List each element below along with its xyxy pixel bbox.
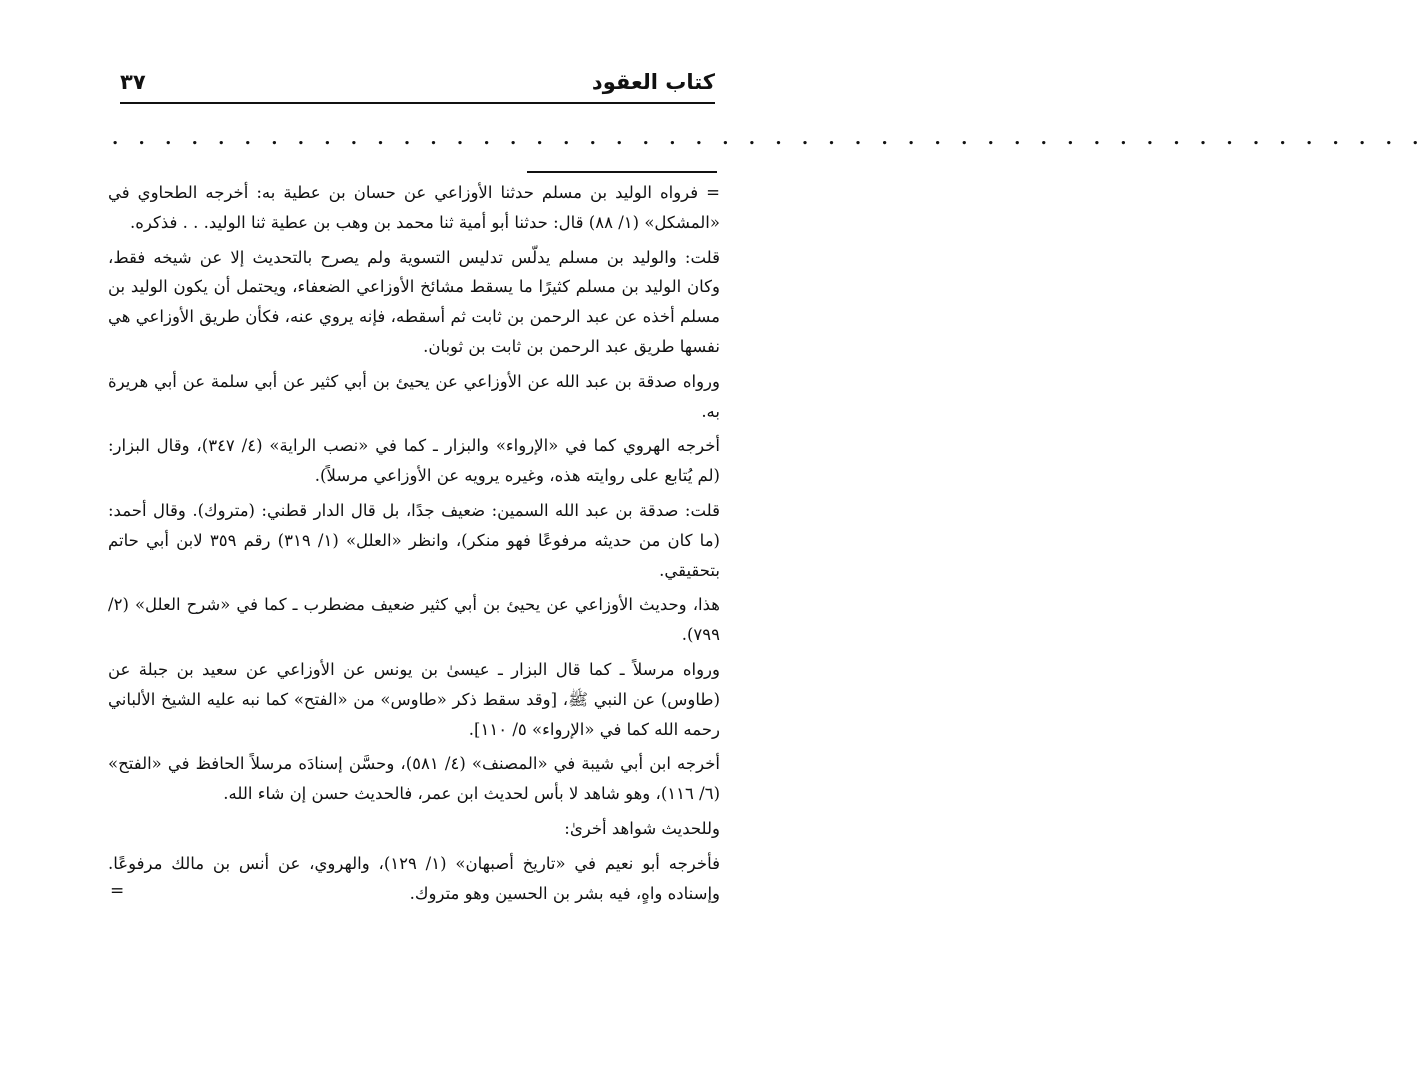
page-header — [120, 68, 715, 104]
paragraph-1: = فرواه الوليد بن مسلم حدثنا الأوزاعي عن حسان بن عطية به: أخرجه الطحاوي في «المشكل» (١/ ٨٨) قال: حدثنا أبو أمية ثنا محمد بن وهب بن عطية ثنا الوليد. . . فذكره. — [108, 183, 720, 232]
book-title: كتاب العقود — [591, 70, 715, 94]
paragraph-7: ورواه مرسلاً ـ كما قال البزار ـ عيسىٰ بن يونس عن الأوزاعي عن سعيد بن جبلة عن (طاوس) عن النبي ﷺ، [وقد سقط ذكر «طاوس» من «الفتح» كما نبه عليه الشيخ الألباني رحمه الله كما في «الإرواء» ٥/ ١١٠]. — [108, 659, 720, 739]
paragraph-3: ورواه صدقة بن عبد الله عن الأوزاعي عن يحيئ بن أبي كثير عن أبي سلمة عن أبي هريرة به. — [108, 371, 720, 421]
footnote-separator-line — [527, 171, 717, 173]
continuation-mark: = — [110, 880, 125, 901]
last-paragraph-wrap — [108, 849, 720, 909]
footnote-body — [108, 178, 720, 913]
separator-dots: . . . . . . . . . . . . . . . . . . . . . . . . . . . . . . . . . . . . . . . . . . . . . . . . . . — [112, 128, 1425, 149]
paragraph-4: أخرجه الهروي كما في «الإرواء» والبزار ـ كما في «نصب الراية» (٤/ ٣٤٧)، وقال البزار: (لم يُتابع على روايته هذه، وغيره يرويه عن الأوزاعي مرسلاً). — [108, 436, 720, 486]
page-number: ٣٧ — [120, 70, 146, 94]
paragraph-8: أخرجه ابن أبي شيبة في «المصنف» (٤/ ٥٨١)، وحسَّن إسنادَه مرسلاً الحافظ في «الفتح» (٦/ ١١٦)، وهو شاهد لا بأس لحديث ابن عمر، فالحديث حسن إن شاء الله. — [108, 754, 720, 804]
paragraph-2: قلت: والوليد بن مسلم يدلّس تدليس التسوية ولم يصرح بالتحديث إلا عن شيخه فقط، وكان الوليد بن مسلم كثيرًا ما يسقط مشائخ الأوزاعي الضعفاء، ويحتمل أن يكون الوليد بن مسلم أخذه عن عبد الرحمن بن ثابت ثم أسقطه، فإنه يروي عنه، فكأن طريق الأوزاعي هي نفسها طريق عبد الرحمن بن ثابت بن ثوبان. — [108, 247, 720, 356]
paragraph-9: وللحديث شواهد أخرىٰ: — [564, 818, 720, 838]
paragraph-6: هذا، وحديث الأوزاعي عن يحيئ بن أبي كثير ضعيف مضطرب ـ كما في «شرح العلل» (٢/ ٧٩٩). — [108, 595, 720, 645]
paragraph-5: قلت: صدقة بن عبد الله السمين: ضعيف جدًا، بل قال الدار قطني: (متروك). وقال أحمد: (ما كان من حديثه مرفوعًا فهو منكر)، وانظر «العلل» (١/ ٣١٩) رقم ٣٥٩ لابن أبي حاتم بتحقيقي. — [108, 500, 720, 580]
paragraph-10: فأخرجه أبو نعيم في «تاريخ أصبهان» (١/ ١٢٩)، والهروي، عن أنس بن مالك مرفوعًا. وإسناده واهٍ، فيه بشر بن الحسين وهو متروك. — [108, 853, 720, 903]
